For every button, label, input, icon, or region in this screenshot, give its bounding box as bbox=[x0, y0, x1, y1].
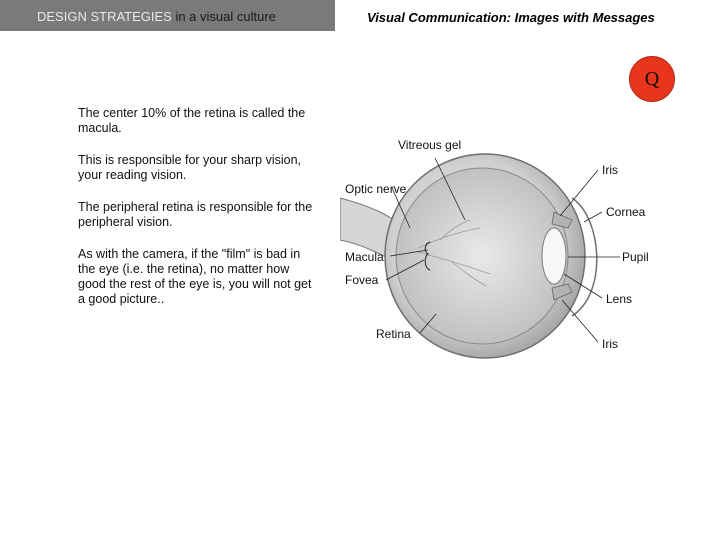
paragraph-camera-analogy: As with the camera, if the "film" is bad in the eye (i.e. the retina), no matter how good the rest of the eye is, you will not get a good picture.. bbox=[78, 247, 312, 306]
lens-shape bbox=[542, 228, 566, 284]
label-vitreous-gel: Vitreous gel bbox=[398, 138, 462, 152]
course-title-rest: in a visual culture bbox=[171, 9, 276, 24]
top-title-bar bbox=[0, 0, 335, 31]
label-retina: Retina bbox=[376, 327, 411, 341]
label-pupil: Pupil bbox=[622, 250, 649, 264]
slide-header-title: Visual Communication: Images with Messages bbox=[367, 10, 655, 25]
label-iris-bottom: Iris bbox=[602, 337, 618, 351]
course-title-emphasis: DESIGN STRATEGIES bbox=[37, 9, 172, 24]
label-macula: Macula bbox=[345, 250, 384, 264]
label-optic-nerve: Optic nerve bbox=[345, 182, 407, 196]
paragraph-macula: The center 10% of the retina is called the macula. bbox=[78, 106, 306, 135]
q-badge-icon[interactable]: Q bbox=[629, 56, 675, 102]
label-fovea: Fovea bbox=[345, 273, 379, 287]
paragraph-sharp-vision: This is responsible for your sharp vision, your reading vision. bbox=[78, 153, 302, 182]
label-iris-top: Iris bbox=[602, 163, 618, 177]
body-text bbox=[78, 106, 313, 324]
label-lens: Lens bbox=[606, 292, 633, 306]
label-cornea: Cornea bbox=[606, 205, 646, 219]
course-title bbox=[37, 9, 276, 24]
paragraph-peripheral: The peripheral retina is responsible for the peripheral vision. bbox=[78, 200, 313, 229]
eye-anatomy-diagram bbox=[340, 128, 670, 388]
